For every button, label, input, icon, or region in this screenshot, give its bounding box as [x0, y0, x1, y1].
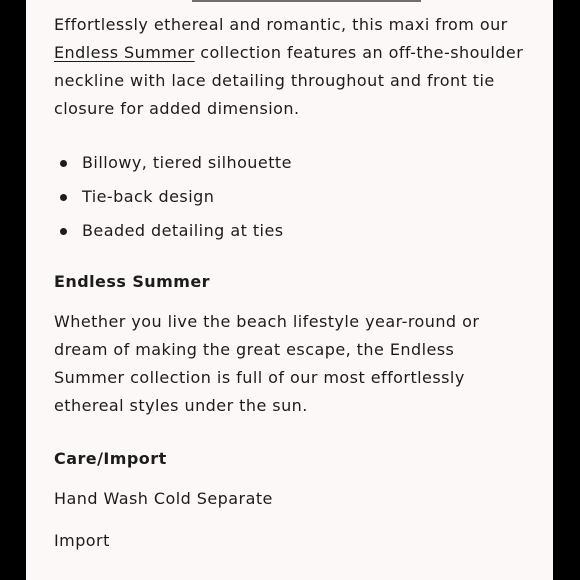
- feature-item: [54, 214, 524, 248]
- intro-paragraph: [54, 11, 524, 123]
- feature-item: [54, 180, 524, 214]
- endless-summer-paragraph: Whether you live the beach lifestyle year-round or dream of making the great escape, the Endless Summer collection is full of our most effortlessly ethereal styles under the sun.: [54, 312, 480, 415]
- care-import-heading: Care/Import: [54, 449, 167, 468]
- import-note: Import: [54, 531, 110, 550]
- product-description-panel: [26, 0, 553, 580]
- feature-text: Tie-back design: [82, 187, 215, 206]
- top-divider: [192, 0, 421, 2]
- feature-list: [54, 146, 524, 248]
- description-content: [54, 11, 524, 555]
- bullet-icon: [60, 194, 67, 201]
- feature-item: [54, 146, 524, 180]
- care-instruction: Hand Wash Cold Separate: [54, 489, 273, 508]
- feature-text: Billowy, tiered silhouette: [82, 153, 292, 172]
- feature-text: Beaded detailing at ties: [82, 221, 284, 240]
- endless-summer-link[interactable]: Endless Summer: [54, 43, 195, 62]
- bullet-icon: [60, 228, 67, 235]
- intro-text-start: Effortlessly ethereal and romantic, this maxi from our: [54, 15, 508, 34]
- endless-summer-heading: Endless Summer: [54, 272, 211, 291]
- intro-text-end: collection features an off-the-shoulder neckline with lace detailing throughout and front tie closure for added dimension.: [54, 43, 524, 118]
- bullet-icon: [60, 160, 67, 167]
